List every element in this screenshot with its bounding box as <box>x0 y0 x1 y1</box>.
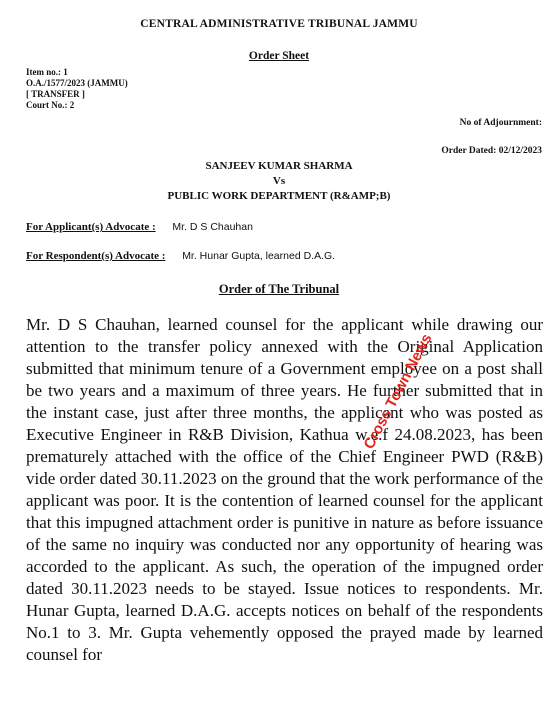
adjournment-count: No of Adjournment: <box>459 118 542 128</box>
respondent-name: PUBLIC WORK DEPARTMENT (R&AMP;B) <box>167 190 391 202</box>
order-sheet-title: Order Sheet <box>248 50 310 62</box>
applicant-advocate-label: For Applicant(s) Advocate : <box>26 221 156 233</box>
item-number: Item no.: 1 <box>26 67 68 77</box>
versus-label: Vs <box>272 175 286 187</box>
respondent-advocate-row <box>26 250 335 262</box>
order-date: Order Dated: 02/12/2023 <box>441 146 542 156</box>
tribunal-header: CENTRAL ADMINISTRATIVE TRIBUNAL JAMMU <box>140 18 418 30</box>
case-meta-block <box>26 67 128 111</box>
order-title: Order of The Tribunal <box>218 282 340 296</box>
applicant-advocate-row <box>26 221 253 233</box>
applicant-advocate-name: Mr. D S Chauhan <box>172 221 253 233</box>
respondent-advocate-label: For Respondent(s) Advocate : <box>26 250 166 262</box>
order-body-text: Mr. D S Chauhan, learned counsel for the applicant while drawing our attention to the transfer policy annexed with the Original Application submitted that minimum tenure of a Government employee on a post shall be two years and a maximum of three years. He further submitted that in the instant case, just after three months, the applicant who was posted as Executive Engineer in R&B Division, Kathua w.e.f 24.08.2023, has been prematurely attached with the office of the Chief Engineer PWD (R&B) vide order dated 30.11.2023 on the ground that the work performance of the applicant was poor. It is the contention of learned counsel for the applicant that this impugned attachment order is punitive in nature as before issuance of the same no inquiry was conducted nor any opportunity of hearing was accorded to the applicant. As such, the operation of the impugned order dated 30.11.2023 needs to be stayed. Issue notices to respondents. Mr. Hunar Gupta, learned D.A.G. accepts notices on behalf of the respondents No.1 to 3. Mr. Gupta vehemently opposed the prayed made by learned counsel for <box>26 315 543 664</box>
respondent-advocate-name: Mr. Hunar Gupta, learned D.A.G. <box>182 250 336 262</box>
case-category: [ TRANSFER ] <box>26 89 85 99</box>
watermark-logo: Cross Town News <box>360 330 436 453</box>
court-number: Court No.: 2 <box>26 100 75 110</box>
case-number: O.A./1577/2023 (JAMMU) <box>26 78 128 88</box>
applicant-name: SANJEEV KUMAR SHARMA <box>205 160 353 172</box>
